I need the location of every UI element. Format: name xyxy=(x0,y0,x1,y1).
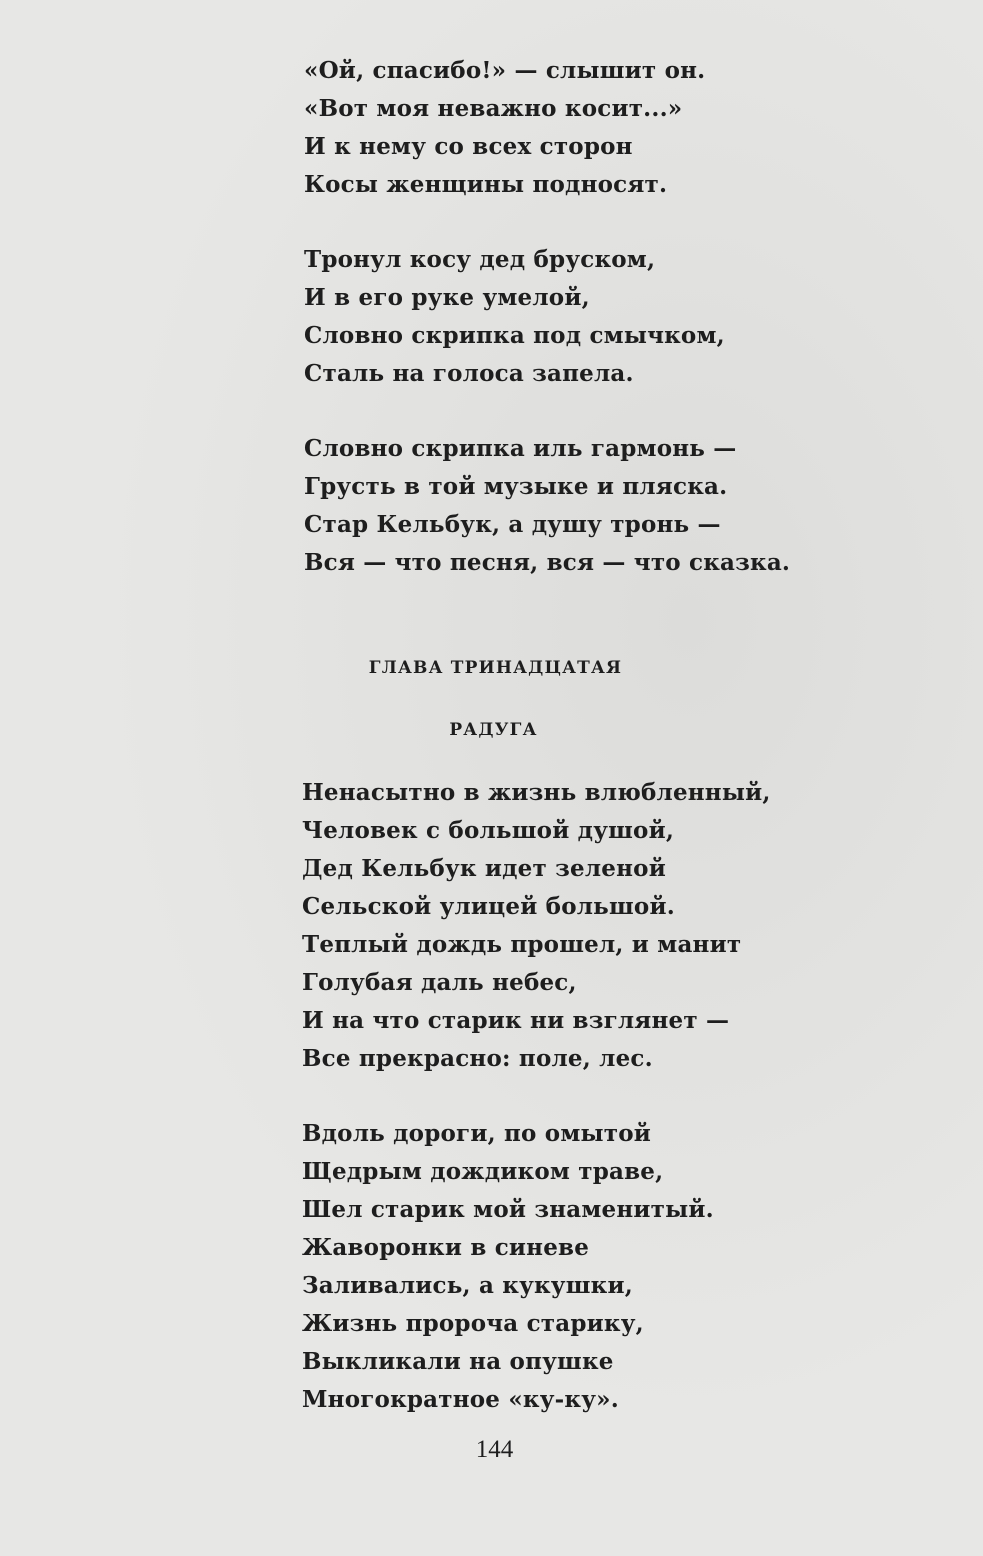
verse-line: Сталь на голоса запела. xyxy=(304,360,634,387)
verse-line: Стар Кельбук, а душу тронь — xyxy=(304,511,721,538)
verse-line: Теплый дождь прошел, и манит xyxy=(302,931,742,958)
verse-line: Сельской улицей большой. xyxy=(302,893,675,920)
stanza-5 xyxy=(302,1115,714,1419)
stanza-2 xyxy=(304,241,725,393)
page-number: 144 xyxy=(475,1436,514,1463)
verse-line: Ненасытно в жизнь влюбленный, xyxy=(302,779,771,806)
verse-line: «Ой, спасибо!» — слышит он. xyxy=(304,57,706,84)
chapter-title: РАДУГА xyxy=(449,720,538,740)
verse-line: Шел старик мой знаменитый. xyxy=(302,1196,714,1223)
verse-line: Косы женщины подносят. xyxy=(304,171,668,198)
verse-line: И в его руке умелой, xyxy=(304,284,590,311)
verse-line: Вдоль дороги, по омытой xyxy=(302,1120,652,1147)
verse-line: И к нему со всех сторон xyxy=(304,133,633,160)
verse-line: Вся — что песня, вся — что сказка. xyxy=(304,549,791,576)
verse-line: Словно скрипка под смычком, xyxy=(304,322,725,349)
verse-line: Выкликали на опушке xyxy=(302,1348,614,1375)
verse-line: Заливались, а кукушки, xyxy=(302,1272,633,1299)
verse-line: Тронул косу дед бруском, xyxy=(304,246,656,273)
verse-line: Голубая даль небес, xyxy=(302,969,577,996)
stanza-1 xyxy=(304,52,705,204)
verse-line: Щедрым дождиком траве, xyxy=(302,1158,664,1185)
verse-line: Дед Кельбук идет зеленой xyxy=(302,855,666,882)
verse-line: Все прекрасно: поле, лес. xyxy=(302,1045,653,1072)
verse-line: Грусть в той музыке и пляска. xyxy=(304,473,728,500)
stanza-4 xyxy=(302,774,771,1078)
verse-line: Жизнь пророча старику, xyxy=(302,1310,644,1337)
verse-line: Словно скрипка иль гармонь — xyxy=(304,435,737,462)
verse-line: Человек с большой душой, xyxy=(302,817,675,844)
verse-line: «Вот моя неважно косит...» xyxy=(304,95,683,122)
chapter-heading: ГЛАВА ТРИНАДЦАТАЯ xyxy=(368,658,623,678)
verse-line: И на что старик ни взглянет — xyxy=(302,1007,730,1034)
stanza-3 xyxy=(304,430,790,582)
verse-line: Многократное «ку-ку». xyxy=(302,1386,619,1413)
verse-line: Жаворонки в синеве xyxy=(302,1234,590,1261)
